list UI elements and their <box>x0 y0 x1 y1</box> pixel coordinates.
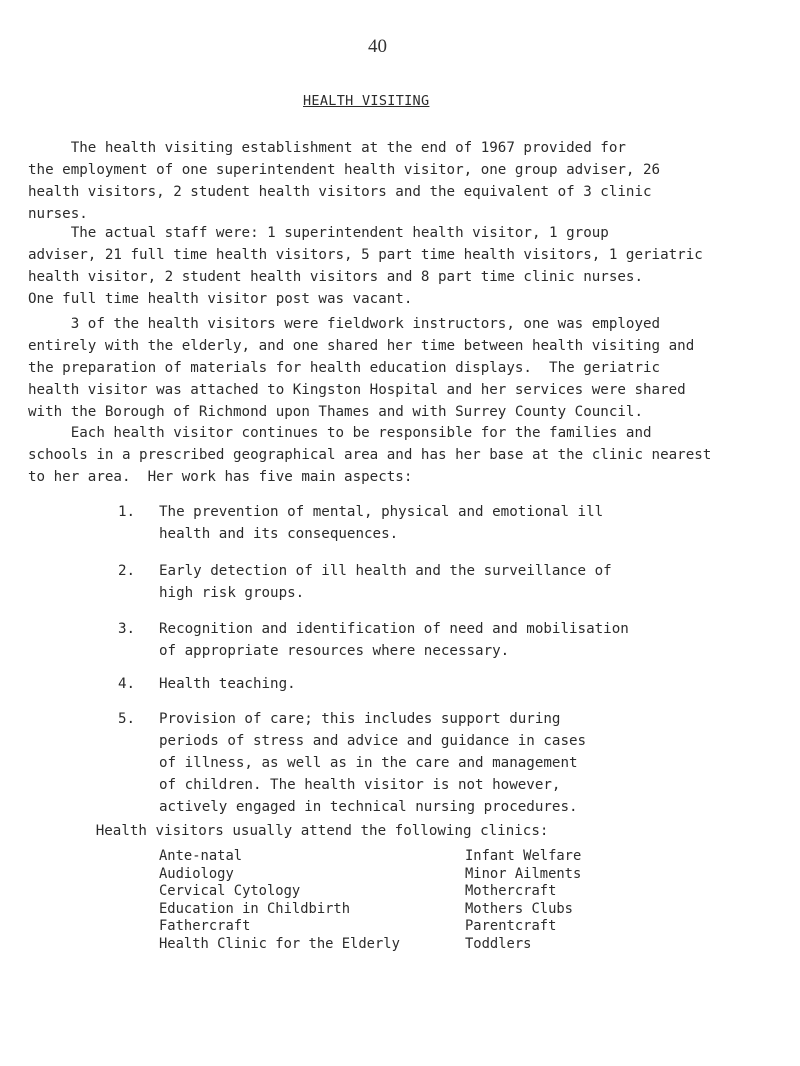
clinic-item: Infant Welfare <box>465 848 582 864</box>
text-line: to her area. Her work has five main aspects: <box>28 469 413 485</box>
text-line: health visitor, 2 student health visitors and 8 part time clinic nurses. <box>28 269 643 285</box>
aspect-text: actively engaged in technical nursing procedures. <box>159 799 578 815</box>
clinic-item: Minor Ailments <box>465 865 582 882</box>
aspect-text: of illness, as well as in the care and management <box>159 755 578 771</box>
text-line: One full time health visitor post was vacant. <box>28 291 413 307</box>
text-line: with the Borough of Richmond upon Thames and with Surrey County Council. <box>28 404 643 420</box>
clinic-item: Ante-natal <box>159 848 243 864</box>
aspect-text: The prevention of mental, physical and emotional ill <box>159 504 604 520</box>
clinic-item: Parentcraft <box>465 918 557 934</box>
section-title: HEALTH VISITING <box>303 93 430 109</box>
text-line: health visitor was attached to Kingston Hospital and her services were shared <box>28 382 686 398</box>
text-line: Each health visitor continues to be responsible for the families and <box>28 425 652 441</box>
clinic-item: Health Clinic for the Elderly <box>159 935 400 952</box>
paragraph-responsibility <box>28 422 794 488</box>
clinic-item: Audiology <box>159 865 234 882</box>
clinic-item: Mothercraft <box>465 883 557 899</box>
aspect-text: health and its consequences. <box>159 526 399 542</box>
clinics-list-left <box>159 848 400 953</box>
text-line: the preparation of materials for health education displays. The geriatric <box>28 360 661 376</box>
clinic-item: Education in Childbirth <box>159 900 351 917</box>
aspect-text: high risk groups. <box>159 585 305 601</box>
aspect-text: Provision of care; this includes support during <box>159 711 561 727</box>
aspect-text: Health teaching. <box>159 676 296 692</box>
text-line: Health visitors usually attend the following clinics: <box>53 823 549 839</box>
paragraph-establishment <box>28 137 794 225</box>
text-line: 3 of the health visitors were fieldwork instructors, one was employed <box>28 316 661 332</box>
aspect-number: 3. <box>118 621 136 637</box>
aspect-number: 1. <box>118 504 136 520</box>
aspect-text: of children. The health visitor is not however, <box>159 777 561 793</box>
text-line: schools in a prescribed geographical area and has her base at the clinic nearest <box>28 447 712 463</box>
page-number: 40 <box>368 36 387 57</box>
text-line: The actual staff were: 1 superintendent health visitor, 1 group <box>28 225 609 241</box>
aspect-number: 2. <box>118 563 136 579</box>
text-line: adviser, 21 full time health visitors, 5 part time health visitors, 1 geriatric <box>28 247 703 263</box>
paragraph-actual-staff <box>28 222 794 310</box>
clinic-item: Cervical Cytology <box>159 883 301 899</box>
aspect-number: 5. <box>118 711 136 727</box>
text-line: the employment of one superintendent health visitor, one group adviser, 26 <box>28 162 661 178</box>
text-line: health visitors, 2 student health visitors and the equivalent of 3 clinic <box>28 184 652 200</box>
aspect-text: periods of stress and advice and guidance in cases <box>159 733 587 749</box>
paragraph-instructors <box>28 313 794 423</box>
aspect-number: 4. <box>118 676 136 692</box>
aspect-text: Early detection of ill health and the surveillance of <box>159 563 612 579</box>
paragraph-clinics-intro <box>53 820 800 842</box>
clinic-item: Toddlers <box>465 935 532 952</box>
text-line: The health visiting establishment at the end of 1967 provided for <box>28 140 626 156</box>
clinic-item: Mothers Clubs <box>465 900 573 917</box>
text-line: entirely with the elderly, and one shared her time between health visiting and <box>28 338 695 354</box>
clinics-list-right <box>465 848 581 953</box>
aspect-text: of appropriate resources where necessary. <box>159 643 510 659</box>
clinic-item: Fathercraft <box>159 918 251 934</box>
text-line: nurses. <box>28 206 88 222</box>
aspect-text: Recognition and identification of need and mobilisation <box>159 621 629 637</box>
